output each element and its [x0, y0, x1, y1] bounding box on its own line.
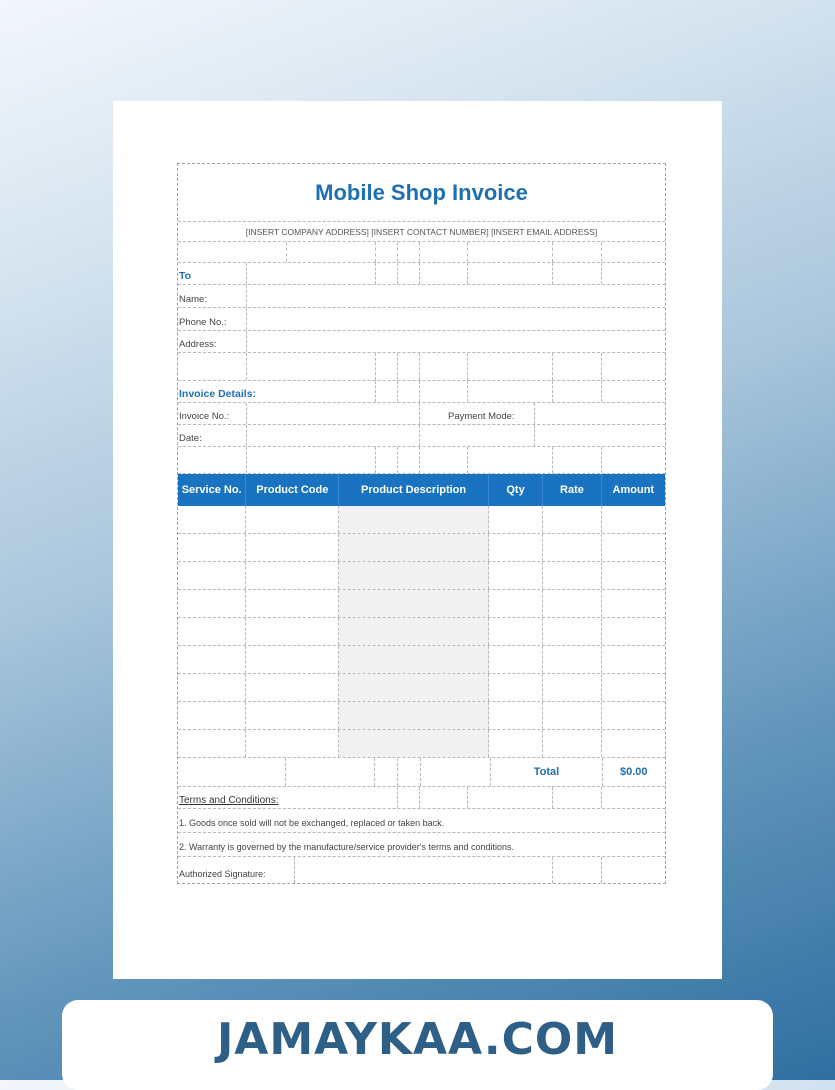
address-row: [178, 331, 665, 353]
invoice-details-heading: Invoice Details:: [179, 388, 257, 400]
table-cell[interactable]: [602, 590, 665, 617]
table-row: [178, 506, 665, 534]
table-row: [178, 674, 665, 702]
address-label: Address:: [179, 339, 217, 350]
table-cell[interactable]: [543, 702, 601, 729]
invoice-sheet: [177, 163, 666, 884]
table-cell[interactable]: [178, 506, 246, 533]
spacer-row: [178, 242, 665, 263]
terms-1: 1. Goods once sold will not be exchanged, replaced or taken back.: [179, 818, 445, 828]
table-cell[interactable]: [602, 534, 665, 561]
col-product-code: Product Code: [246, 474, 339, 506]
table-cell[interactable]: [489, 562, 543, 589]
phone-label: Phone No.:: [179, 317, 227, 328]
col-amount: Amount: [612, 484, 655, 496]
name-row: [178, 285, 665, 308]
terms-2: 2. Warranty is governed by the manufacture/service provider's terms and conditions.: [179, 842, 515, 852]
table-row: [178, 730, 665, 758]
table-cell[interactable]: [602, 646, 665, 673]
total-value: $0.00: [619, 766, 648, 778]
table-cell[interactable]: [339, 674, 488, 701]
site-name: JAMAYKAA.COM: [216, 1014, 619, 1065]
invoice-title: Mobile Shop Invoice: [178, 164, 665, 222]
table-cell[interactable]: [489, 646, 543, 673]
contact-line: [INSERT COMPANY ADDRESS] [INSERT CONTACT NUMBER] [INSERT EMAIL ADDRESS]: [178, 222, 665, 242]
table-row: [178, 590, 665, 618]
table-cell[interactable]: [246, 730, 339, 757]
invoice-page: [113, 101, 722, 979]
phone-row: [178, 308, 665, 331]
table-row: [178, 562, 665, 590]
col-product-description: Product Description: [339, 474, 488, 506]
payment-mode-field[interactable]: [534, 403, 535, 424]
table-cell[interactable]: [602, 506, 665, 533]
table-cell[interactable]: [489, 730, 543, 757]
table-cell[interactable]: [489, 702, 543, 729]
total-label: Total: [491, 758, 602, 786]
table-cell[interactable]: [543, 506, 601, 533]
table-cell[interactable]: [543, 562, 601, 589]
name-field[interactable]: [246, 285, 247, 307]
table-cell[interactable]: [339, 506, 488, 533]
table-cell[interactable]: [178, 674, 246, 701]
table-cell[interactable]: [602, 674, 665, 701]
table-cell[interactable]: [489, 506, 543, 533]
table-cell[interactable]: [489, 618, 543, 645]
table-cell[interactable]: [543, 730, 601, 757]
spacer-row: [178, 447, 665, 474]
table-cell[interactable]: [543, 590, 601, 617]
table-cell[interactable]: [602, 702, 665, 729]
date-field[interactable]: [246, 425, 247, 446]
signature-row: [178, 857, 665, 883]
table-cell[interactable]: [602, 730, 665, 757]
table-cell[interactable]: [246, 618, 339, 645]
name-label: Name:: [179, 294, 207, 305]
table-cell[interactable]: [602, 562, 665, 589]
col-rate: Rate: [543, 474, 601, 506]
table-cell[interactable]: [246, 506, 339, 533]
table-cell[interactable]: [339, 730, 488, 757]
table-row: [178, 646, 665, 674]
col-qty: Qty: [489, 474, 543, 506]
table-cell[interactable]: [543, 646, 601, 673]
table-cell[interactable]: [246, 590, 339, 617]
date-label: Date:: [179, 433, 202, 444]
to-row: [178, 263, 665, 285]
terms-2-row: [178, 833, 665, 857]
spacer-row: [178, 353, 665, 381]
items-table-header: [178, 474, 665, 506]
table-cell[interactable]: [178, 590, 246, 617]
total-row: [178, 758, 665, 787]
site-banner: [62, 1000, 773, 1090]
table-cell[interactable]: [602, 618, 665, 645]
table-cell[interactable]: [178, 562, 246, 589]
table-cell[interactable]: [339, 702, 488, 729]
table-cell[interactable]: [339, 590, 488, 617]
table-cell[interactable]: [489, 674, 543, 701]
col-service-no: Service No.: [178, 474, 246, 506]
table-cell[interactable]: [246, 646, 339, 673]
table-row: [178, 702, 665, 730]
invoice-no-field[interactable]: [246, 403, 247, 424]
table-cell[interactable]: [246, 674, 339, 701]
signature-field[interactable]: [294, 857, 295, 883]
invoice-details-row: [178, 381, 665, 403]
table-cell[interactable]: [339, 534, 488, 561]
table-cell[interactable]: [543, 674, 601, 701]
table-cell[interactable]: [339, 646, 488, 673]
terms-heading: Terms and Conditions:: [179, 795, 279, 806]
table-cell[interactable]: [339, 562, 488, 589]
table-cell[interactable]: [178, 534, 246, 561]
table-row: [178, 534, 665, 562]
payment-mode-label: Payment Mode:: [448, 411, 515, 422]
table-cell[interactable]: [246, 534, 339, 561]
table-cell[interactable]: [246, 702, 339, 729]
table-cell[interactable]: [543, 534, 601, 561]
table-cell[interactable]: [178, 646, 246, 673]
table-cell[interactable]: [489, 534, 543, 561]
invoice-no-row: [178, 403, 665, 425]
to-heading: To: [179, 270, 192, 282]
date-row: [178, 425, 665, 447]
table-cell[interactable]: [489, 590, 543, 617]
table-cell[interactable]: [178, 730, 246, 757]
items-table-body: [178, 506, 665, 758]
terms-1-row: [178, 809, 665, 833]
table-cell[interactable]: [246, 562, 339, 589]
table-cell[interactable]: [543, 618, 601, 645]
invoice-no-label: Invoice No.:: [179, 411, 230, 422]
terms-heading-row: [178, 787, 665, 809]
phone-field[interactable]: [246, 308, 247, 330]
address-field[interactable]: [246, 331, 247, 352]
table-cell[interactable]: [178, 618, 246, 645]
table-cell[interactable]: [339, 618, 488, 645]
table-row: [178, 618, 665, 646]
signature-label: Authorized Signature:: [179, 869, 266, 879]
table-cell[interactable]: [178, 702, 246, 729]
